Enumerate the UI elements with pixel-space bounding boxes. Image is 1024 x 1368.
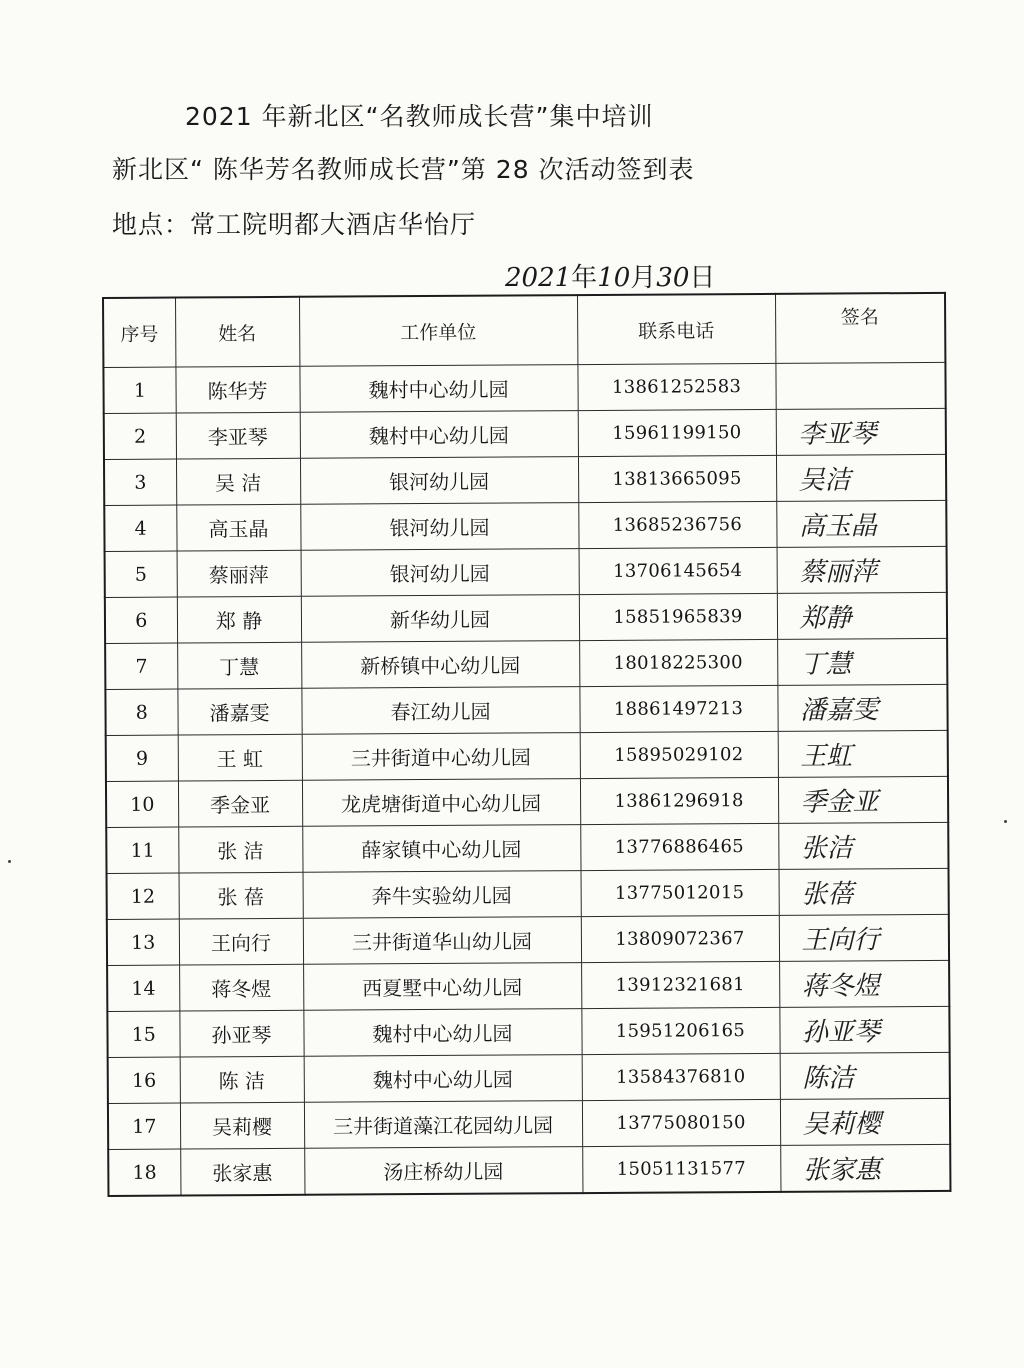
cell-seq: 12 (107, 873, 179, 919)
cell-seq: 6 (105, 597, 177, 643)
cell-seq: 9 (106, 735, 178, 781)
cell-unit: 春江幼儿园 (301, 687, 579, 735)
cell-name: 王向行 (179, 918, 303, 965)
cell-name: 蒋冬煜 (179, 964, 303, 1011)
cell-phone: 13775012015 (581, 869, 779, 916)
table-row (107, 1006, 949, 1057)
table-row (108, 1052, 950, 1103)
date-day-char: 日 (689, 263, 716, 293)
cell-signature: 吴洁 (776, 454, 946, 501)
table-row (105, 684, 947, 735)
cell-seq: 16 (108, 1057, 180, 1103)
header-name: 姓名 (175, 297, 299, 367)
cell-name: 潘嘉雯 (177, 688, 301, 735)
scan-speck (8, 860, 11, 863)
cell-name: 丁慧 (177, 642, 301, 689)
cell-name: 孙亚琴 (179, 1010, 303, 1057)
location-label: 地点： (112, 210, 191, 239)
cell-unit: 三井街道华山幼儿园 (303, 917, 581, 965)
cell-signature: 丁慧 (777, 638, 947, 685)
cell-seq: 3 (104, 459, 176, 505)
cell-name: 高玉晶 (176, 504, 300, 551)
title-line-1: 2021 年新北区“名教师成长营”集中培训 (185, 102, 654, 131)
cell-signature: 季金亚 (778, 776, 948, 823)
cell-phone: 13813665095 (578, 455, 776, 502)
cell-signature: 吴莉樱 (780, 1098, 950, 1145)
cell-name: 陈华芳 (175, 366, 299, 413)
cell-unit: 新华幼儿园 (301, 595, 579, 643)
cell-seq: 4 (104, 505, 176, 551)
cell-unit: 银河幼儿园 (300, 457, 578, 505)
cell-phone: 13861296918 (580, 777, 778, 824)
cell-name: 王 虹 (178, 734, 302, 781)
cell-name: 蔡丽萍 (177, 550, 301, 597)
cell-phone: 13584376810 (582, 1053, 780, 1100)
cell-signature: 陈洁 (780, 1052, 950, 1099)
cell-unit: 魏村中心幼儿园 (303, 1009, 581, 1057)
cell-phone: 13775080150 (582, 1099, 780, 1146)
cell-name: 李亚琴 (176, 412, 300, 459)
cell-phone: 13776886465 (580, 823, 778, 870)
cell-unit: 三井街道藻江花园幼儿园 (304, 1101, 582, 1149)
cell-signature: 郑静 (777, 592, 947, 639)
table-row (105, 546, 947, 597)
cell-name: 郑 静 (177, 596, 301, 643)
date-year-char: 年 (571, 263, 598, 293)
cell-seq: 14 (107, 965, 179, 1011)
cell-signature: 张蓓 (779, 868, 949, 915)
title-line-2: 新北区“ 陈华芳名教师成长营”第 28 次活动签到表 (112, 155, 695, 184)
date-month-char: 月 (630, 263, 657, 293)
header-signature: 签名 (775, 293, 945, 364)
cell-signature: 孙亚琴 (779, 1006, 949, 1053)
cell-name: 张 洁 (178, 826, 302, 873)
table-row (107, 960, 949, 1011)
location-line (112, 205, 476, 241)
cell-name: 张家惠 (180, 1148, 304, 1195)
cell-signature: 张家惠 (780, 1144, 950, 1192)
cell-signature: 潘嘉雯 (777, 684, 947, 731)
table-row (107, 868, 949, 919)
cell-seq: 18 (108, 1149, 180, 1196)
cell-phone: 13861252583 (577, 363, 775, 410)
table-row (106, 776, 948, 827)
cell-phone: 13809072367 (581, 915, 779, 962)
table-row (106, 822, 948, 873)
scan-speck (1004, 820, 1007, 823)
table-row (104, 408, 946, 459)
cell-phone: 13706145654 (579, 547, 777, 594)
date-line (505, 257, 715, 294)
cell-name: 陈 洁 (180, 1056, 304, 1103)
cell-signature: 王虹 (778, 730, 948, 777)
cell-unit: 薛家镇中心幼儿园 (302, 825, 580, 873)
cell-seq: 7 (105, 643, 177, 689)
table-row (104, 500, 946, 551)
cell-phone: 13912321681 (581, 961, 779, 1008)
table-row (106, 730, 948, 781)
cell-phone: 18018225300 (579, 639, 777, 686)
table-row (105, 638, 947, 689)
cell-name: 吴莉樱 (180, 1102, 304, 1149)
cell-unit: 三井街道中心幼儿园 (302, 733, 580, 781)
header-seq: 序号 (103, 298, 175, 368)
cell-phone: 15051131577 (582, 1145, 780, 1193)
location-value: 常工院明都大酒店华怡厅 (190, 210, 477, 239)
cell-unit: 魏村中心幼儿园 (304, 1055, 582, 1103)
table-body (103, 362, 950, 1196)
cell-seq: 11 (106, 827, 178, 873)
cell-seq: 17 (108, 1103, 180, 1149)
header-phone: 联系电话 (577, 294, 775, 365)
table-header-row (103, 293, 945, 368)
cell-signature (775, 362, 945, 409)
header-unit: 工作单位 (299, 295, 577, 366)
table-row (105, 592, 947, 643)
attendance-table (102, 292, 951, 1197)
cell-name: 张 蓓 (179, 872, 303, 919)
cell-unit: 银河幼儿园 (301, 549, 579, 597)
cell-seq: 10 (106, 781, 178, 827)
cell-seq: 15 (107, 1011, 179, 1057)
cell-seq: 8 (105, 689, 177, 735)
cell-phone: 15951206165 (581, 1007, 779, 1054)
cell-signature: 王向行 (779, 914, 949, 961)
cell-seq: 2 (104, 413, 176, 459)
cell-signature: 张洁 (778, 822, 948, 869)
table-row (104, 454, 946, 505)
table-row (107, 914, 949, 965)
cell-unit: 银河幼儿园 (300, 503, 578, 551)
cell-signature: 蔡丽萍 (777, 546, 947, 593)
cell-phone: 18861497213 (579, 685, 777, 732)
table-row (108, 1098, 950, 1149)
table-row (108, 1144, 950, 1196)
cell-unit: 西夏墅中心幼儿园 (303, 963, 581, 1011)
cell-unit: 汤庄桥幼儿园 (304, 1147, 582, 1195)
cell-seq: 1 (103, 367, 175, 413)
cell-unit: 奔牛实验幼儿园 (303, 871, 581, 919)
cell-seq: 13 (107, 919, 179, 965)
cell-seq: 5 (105, 551, 177, 597)
table-row (103, 362, 945, 413)
cell-phone: 13685236756 (578, 501, 776, 548)
cell-unit: 魏村中心幼儿园 (299, 365, 577, 413)
cell-name: 季金亚 (178, 780, 302, 827)
cell-phone: 15895029102 (580, 731, 778, 778)
attendance-table-wrapper (102, 292, 951, 1197)
cell-signature: 李亚琴 (776, 408, 946, 455)
cell-signature: 蒋冬煜 (779, 960, 949, 1007)
cell-unit: 新桥镇中心幼儿园 (301, 641, 579, 689)
date-month: 10 (597, 263, 631, 293)
cell-name: 吴 洁 (176, 458, 300, 505)
date-day: 30 (656, 263, 690, 293)
date-year: 2021 (505, 263, 572, 293)
cell-phone: 15851965839 (579, 593, 777, 640)
cell-unit: 魏村中心幼儿园 (300, 411, 578, 459)
cell-signature: 高玉晶 (776, 500, 946, 547)
cell-phone: 15961199150 (578, 409, 776, 456)
cell-unit: 龙虎塘街道中心幼儿园 (302, 779, 580, 827)
